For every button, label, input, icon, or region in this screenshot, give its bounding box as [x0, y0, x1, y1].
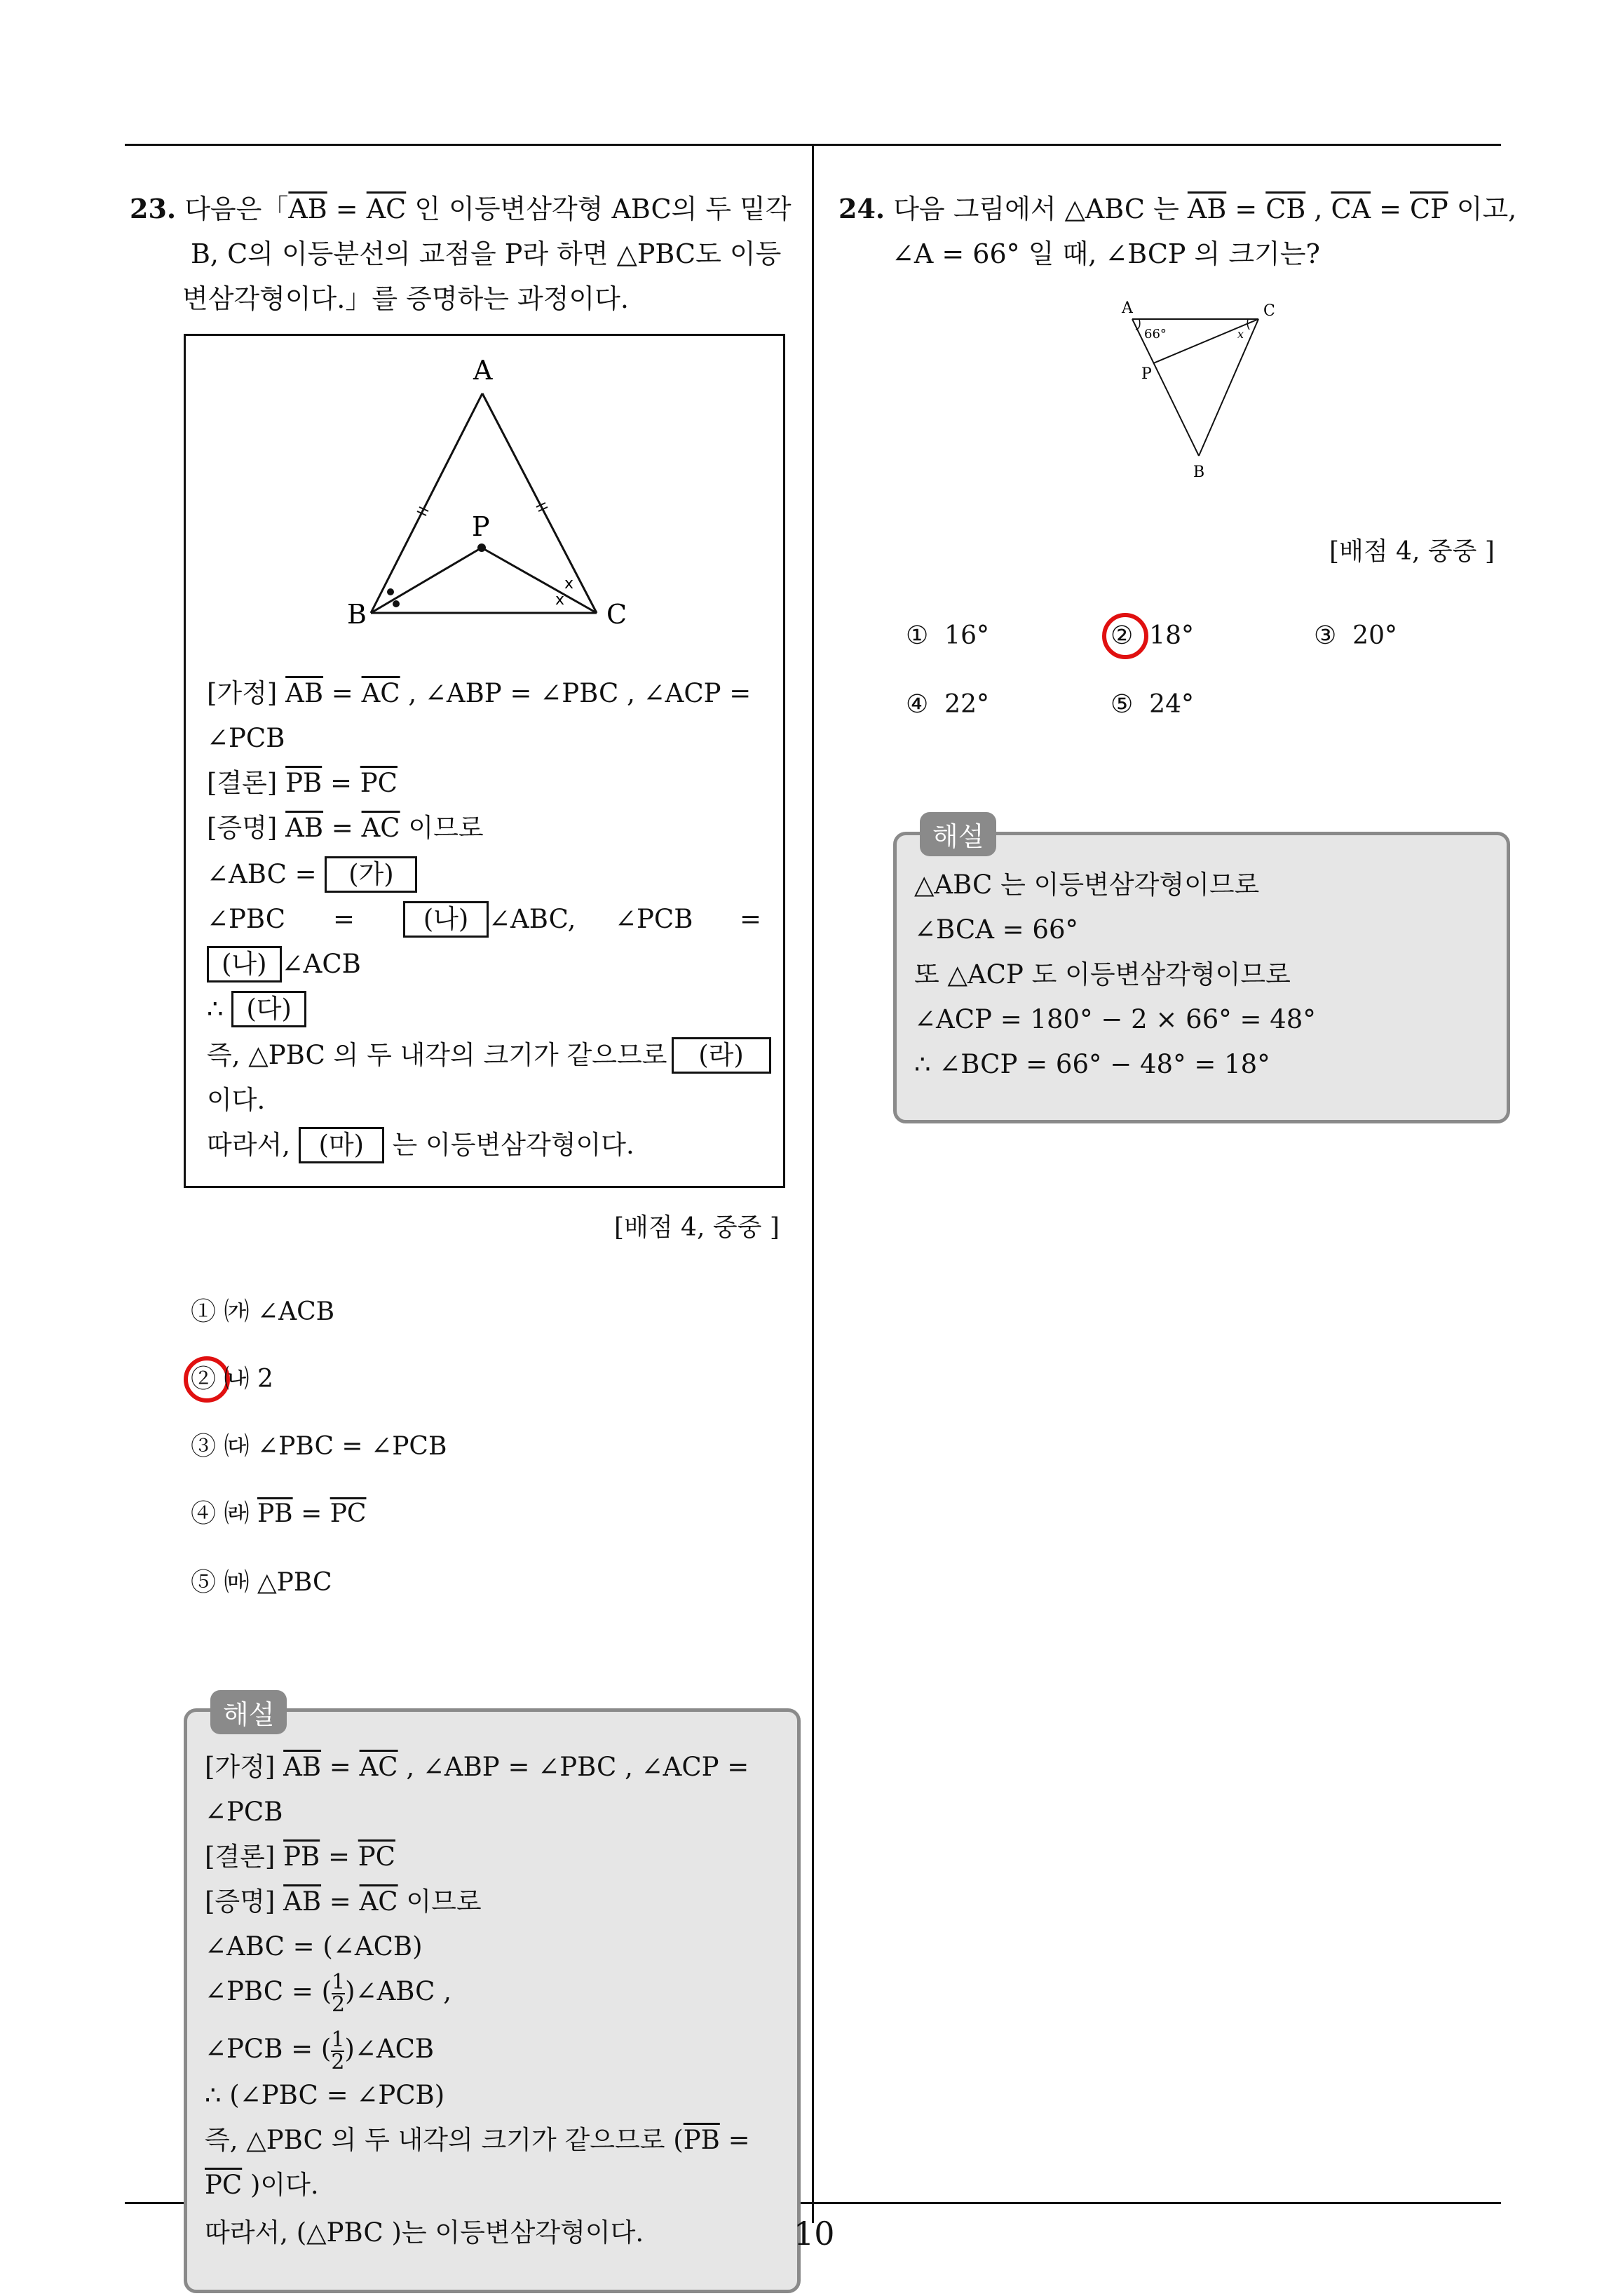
q23-score: [배점 4, 중중 ]: [614, 1213, 780, 1242]
proof-text: 는 이등변삼각형이다.: [383, 1130, 634, 1160]
choice-text: 16°: [944, 621, 989, 650]
q24-choice-1[interactable]: [906, 619, 989, 654]
proof-text: ∠ABC,: [489, 904, 576, 934]
q24-choice-2[interactable]: [1111, 619, 1194, 654]
q24-sol-line-4: ∠ACP = 180° − 2 × 66° = 48°: [914, 1004, 1316, 1034]
segment-pb: $\overline{PB}$: [257, 1499, 293, 1528]
proof-text: [증명]: [207, 813, 286, 843]
proof-line-6a: ∠PBC: [207, 904, 286, 934]
proof-line-11: [207, 1124, 634, 1166]
choice-number: ④: [191, 1499, 217, 1528]
label-c: C: [606, 599, 627, 630]
proof-line-2: ∠PCB: [207, 723, 285, 753]
q23-choice-1[interactable]: [191, 1295, 334, 1330]
page-number: 10: [794, 2215, 835, 2253]
choice-text: 22°: [944, 690, 989, 719]
sol-text: 즉, △PBC 의 두 내각의 크기가 같으므로 (: [205, 2125, 684, 2155]
blank-da: (다): [231, 991, 306, 1027]
equals: =: [327, 194, 367, 224]
question-number: 24.: [838, 193, 885, 224]
proof-text: , ∠ABP = ∠PBC , ∠ACP =: [400, 678, 752, 708]
sol-text: =: [719, 2125, 750, 2155]
proof-line-10: 이다.: [207, 1085, 266, 1115]
proof-line-6-eq2: =: [740, 904, 762, 934]
q24-choice-3[interactable]: [1314, 619, 1397, 654]
proof-line-5: [207, 853, 417, 896]
frac-den: 2: [332, 1992, 346, 2017]
choice-text: 24°: [1149, 690, 1194, 719]
therefore: ∴: [207, 994, 232, 1024]
choice-text: 18°: [1149, 621, 1194, 650]
choice-tag: ㈒: [224, 1568, 250, 1597]
angle-label: 66°: [1144, 327, 1167, 342]
sol-text: )∠ABC ,: [345, 1976, 452, 2006]
frac-num: 1: [332, 1969, 346, 1994]
choice-number: ⑤: [191, 1568, 217, 1597]
sol-line-1: [205, 1746, 749, 1788]
q24-choice-5[interactable]: [1111, 687, 1194, 722]
segment-pb: $\overline{PB}$: [283, 1842, 320, 1872]
q24-sol-line-5: ∴ ∠BCP = 66° − 48° = 18°: [914, 1049, 1270, 1079]
sol-text: , ∠ABP = ∠PBC , ∠ACP =: [398, 1752, 749, 1782]
svg-text:x: x: [564, 575, 574, 593]
q23-choice-5[interactable]: [191, 1565, 332, 1600]
q23-text: 인 이등변삼각형 ABC의 두 밑각: [406, 194, 792, 224]
q23-line-3: 변삼각형이다.」를 증명하는 과정이다.: [182, 283, 629, 314]
choice-text: ∠ACB: [257, 1297, 335, 1326]
q23-choice-2[interactable]: [191, 1362, 273, 1397]
sol-text: =: [321, 1752, 360, 1782]
segment-ac: $\overline{AC}$: [361, 678, 400, 708]
q23-line-1: [130, 188, 792, 230]
sol-line-2: ∠PCB: [205, 1797, 283, 1827]
segment-ac: $\overline{AC}$: [359, 1886, 398, 1917]
sol-line-9: [205, 2119, 750, 2161]
sol-line-10: [205, 2164, 319, 2206]
fraction-half: [331, 2027, 345, 2074]
sol-text: ∠PBC = (: [205, 1976, 332, 2006]
q24-line-1: [838, 188, 1516, 230]
label-p: P: [472, 511, 490, 542]
proof-text: 이므로: [400, 813, 484, 843]
q23-choice-3[interactable]: [191, 1429, 447, 1464]
q24-solution-tab: 해설: [920, 812, 996, 856]
segment-cb: $\overline{CB}$: [1265, 194, 1306, 224]
fraction-half: [332, 1969, 346, 2017]
q24-text: =: [1371, 194, 1411, 224]
q24-sol-line-3: 또 △ACP 도 이등변삼각형이므로: [914, 959, 1291, 990]
proof-line-9: [207, 1034, 771, 1076]
sol-line-3: [205, 1836, 395, 1878]
segment-ab: $\overline{AB}$: [283, 1752, 322, 1782]
q24-text: 다음 그림에서 △ABC 는: [893, 194, 1188, 224]
frac-den: 2: [331, 2049, 345, 2074]
blank-na-2: (나): [207, 946, 282, 982]
label-c: C: [1263, 302, 1275, 320]
proof-text: ∠ABC =: [207, 859, 325, 889]
segment-ab: $\overline{AB}$: [285, 813, 324, 843]
proof-line-4: [207, 807, 484, 849]
triangle-abc-figure: [1101, 295, 1311, 491]
x-label: x: [1237, 327, 1244, 341]
segment-ac: $\overline{AC}$: [366, 194, 407, 224]
isosceles-triangle-figure: [186, 336, 783, 644]
label-b: B: [1193, 464, 1205, 481]
choice-number: ①: [906, 621, 929, 650]
frac-num: 1: [331, 2027, 345, 2052]
sol-line-11: 따라서, (△PBC )는 이등변삼각형이다.: [205, 2217, 644, 2248]
proof-line-6-eq: =: [333, 904, 355, 934]
choice-tag: ㈎: [224, 1297, 250, 1326]
choice-tag: ㈏: [224, 1365, 250, 1393]
proof-line-8: [207, 988, 306, 1030]
sol-text: )이다.: [242, 2170, 319, 2200]
q23-text: 다음은「: [184, 194, 289, 224]
choice-number: ④: [906, 690, 929, 719]
choice-number: ⑤: [1111, 690, 1134, 719]
choice-text: ∠PBC = ∠PCB: [257, 1432, 447, 1461]
proof-text: ∠ACB: [281, 949, 361, 979]
proof-box: [184, 334, 785, 1188]
proof-text: =: [323, 813, 362, 843]
blank-ma: (마): [299, 1127, 384, 1163]
sol-line-6: [205, 1971, 451, 2015]
q23-choice-4[interactable]: [191, 1497, 366, 1532]
q24-sol-line-1: △ABC 는 이등변삼각형이므로: [914, 870, 1260, 900]
blank-ra: (라): [672, 1037, 771, 1074]
segment-pb: $\overline{PB}$: [683, 2125, 720, 2155]
segment-pc: $\overline{PC}$: [358, 1842, 395, 1872]
segment-ab: $\overline{AB}$: [283, 1886, 322, 1917]
q24-line-2: ∠A = 66° 일 때, ∠BCP 의 크기는?: [892, 238, 1320, 269]
choice-tag: ㈐: [224, 1432, 250, 1461]
q23-solution-tab: 해설: [210, 1690, 287, 1734]
q23-line-2: B, C의 이등분선의 교점을 P라 하면 △PBC도 이등: [191, 238, 782, 269]
choice-tag: ㈑: [224, 1499, 250, 1528]
sol-line-5: ∠ABC = (∠ACB): [205, 1931, 423, 1961]
proof-line-1: [207, 673, 751, 715]
sol-text: ∠PCB = (: [205, 2034, 332, 2064]
segment-ac: $\overline{AC}$: [361, 813, 400, 843]
q24-text: ,: [1305, 194, 1331, 224]
q24-score: [배점 4, 중중 ]: [1329, 537, 1495, 566]
segment-ca: $\overline{CA}$: [1331, 194, 1371, 224]
choice-number: ①: [191, 1297, 217, 1326]
choice-text: 20°: [1352, 621, 1397, 650]
column-divider: [812, 144, 814, 2223]
q24-sol-line-2: ∠BCA = 66°: [914, 914, 1079, 945]
proof-line-6b: [403, 898, 576, 940]
sol-line-8: ∴ (∠PBC = ∠PCB): [205, 2080, 445, 2110]
q24-choice-4[interactable]: [906, 687, 989, 722]
sol-text: [가정]: [205, 1752, 284, 1782]
label-b: B: [347, 599, 367, 630]
choice-text: 2: [257, 1365, 273, 1393]
segment-ab: $\overline{AB}$: [285, 678, 324, 708]
choice-number: ②: [191, 1365, 217, 1393]
choice-number: ③: [191, 1432, 217, 1461]
sol-text: )∠ACB: [344, 2034, 435, 2064]
proof-text: 따라서,: [207, 1130, 299, 1160]
question-number: 23.: [130, 193, 177, 224]
label-a: A: [1122, 299, 1133, 317]
sol-text: 이므로: [398, 1886, 482, 1917]
segment-ab: $\overline{AB}$: [288, 194, 327, 224]
segment-ac: $\overline{AC}$: [359, 1752, 398, 1782]
choice-number: ③: [1314, 621, 1337, 650]
proof-line-7: [207, 943, 361, 985]
proof-text: =: [322, 768, 360, 798]
q24-text: 이고,: [1448, 194, 1517, 224]
svg-text:x: x: [555, 591, 565, 609]
choice-text: △PBC: [257, 1568, 332, 1597]
sol-text: =: [320, 1842, 358, 1872]
sol-text: =: [321, 1886, 360, 1917]
q24-text: =: [1226, 194, 1266, 224]
segment-pc: $\overline{PC}$: [205, 2170, 243, 2200]
sol-line-7: [205, 2028, 434, 2073]
segment-pc: $\overline{PC}$: [360, 768, 398, 798]
choice-text: =: [292, 1499, 330, 1528]
proof-text: [가정]: [207, 678, 286, 708]
proof-line-6c: ∠PCB: [615, 904, 693, 934]
proof-text: 즉, △PBC 의 두 내각의 크기가 같으므로: [207, 1040, 667, 1070]
choice-number: ②: [1111, 621, 1134, 650]
segment-cp: $\overline{CP}$: [1410, 194, 1448, 224]
segment-pb: $\overline{PB}$: [285, 768, 322, 798]
blank-ga: (가): [325, 856, 417, 893]
sol-line-4: [205, 1881, 482, 1923]
proof-line-3: [207, 762, 398, 804]
proof-text: =: [323, 678, 362, 708]
proof-text: [결론]: [207, 768, 286, 798]
sol-text: [증명]: [205, 1886, 284, 1917]
segment-ab: $\overline{AB}$: [1187, 194, 1227, 224]
blank-na: (나): [403, 901, 489, 938]
segment-pc: $\overline{PC}$: [330, 1499, 367, 1528]
label-p: P: [1141, 365, 1152, 383]
sol-text: [결론]: [205, 1842, 284, 1872]
label-a: A: [473, 355, 493, 386]
